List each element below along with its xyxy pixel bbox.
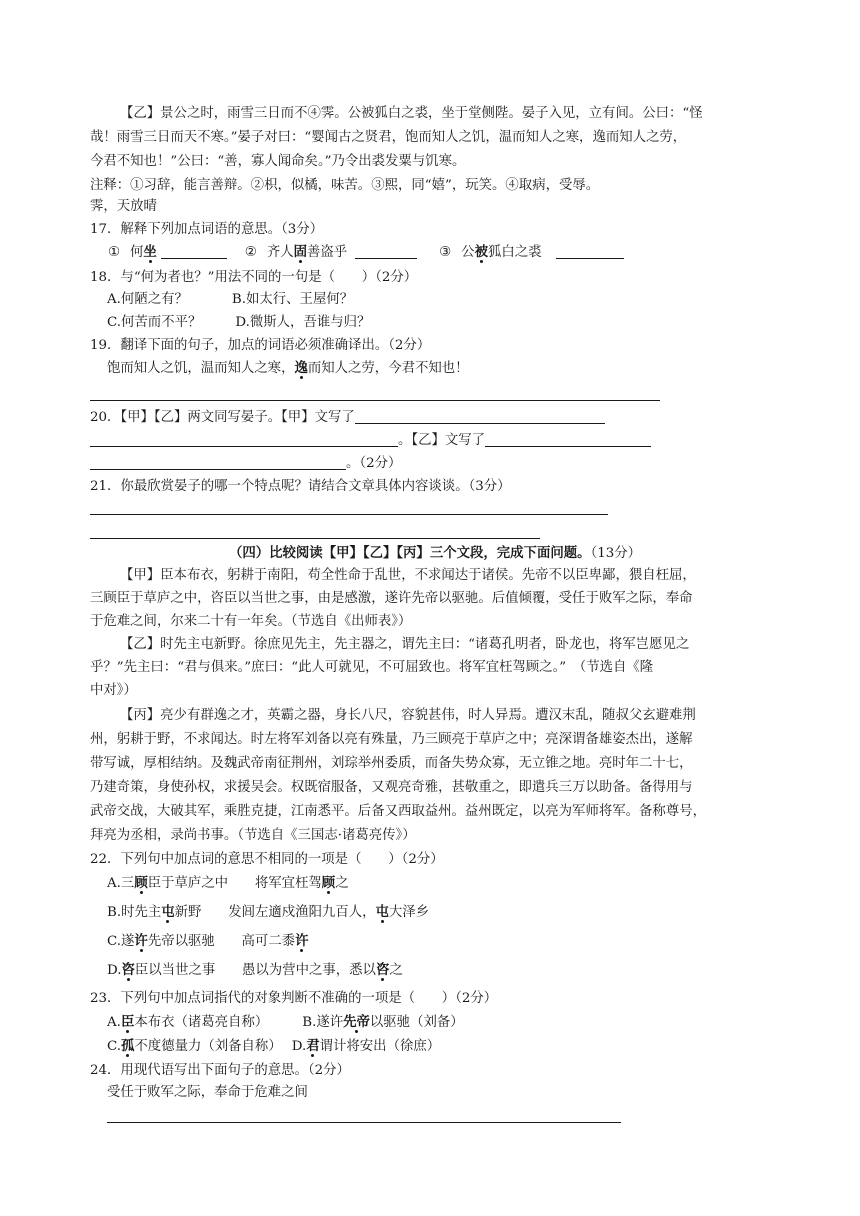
q23-d-post: 谓计将安出（徐庶） bbox=[319, 1039, 441, 1054]
q18-option-a[interactable]: A.何陋之有？ bbox=[107, 292, 188, 307]
yi2-passage-line-3: 中对》） bbox=[90, 683, 137, 698]
q22-b-post: 大泽乡 bbox=[388, 905, 430, 920]
annotation-line-2: 霁，天放晴 bbox=[90, 199, 157, 214]
q23-a-dotted: 臣 bbox=[120, 1014, 135, 1030]
q23-d-dotted: 君 bbox=[306, 1038, 320, 1054]
q23-c-pre: C. bbox=[107, 1039, 122, 1054]
q23-option-c[interactable] bbox=[107, 1039, 282, 1054]
question-17-stem: 17．解释下列加点词语的意思。（3分） bbox=[90, 222, 324, 237]
q17-answer-blank-1[interactable] bbox=[161, 243, 227, 259]
question-20-line-3 bbox=[90, 454, 780, 474]
q20-middle: 。【乙】文写了 bbox=[398, 433, 486, 448]
section-4-score: （13分） bbox=[590, 546, 642, 561]
q17-item-1-dotted-word: 坐 bbox=[143, 244, 157, 260]
q23-b-dotted: 先帝 bbox=[343, 1014, 370, 1030]
jia-passage-line-3: 于危难之间，尔来二十有一年矣。（节选自《出师表》） bbox=[90, 614, 412, 629]
q23-d-pre: D. bbox=[291, 1039, 307, 1054]
yi2-passage-line-2: 乎？”先主曰：“君与俱来。”庶曰：“此人可就见，不可屈致也。将军宜枉驾顾之。” （节选自《隆 bbox=[90, 660, 654, 675]
q21-answer-line-2[interactable] bbox=[90, 538, 540, 539]
q22-d-dotted-1: 咨 bbox=[121, 962, 135, 978]
q22-d-dotted-2: 咨 bbox=[375, 962, 390, 978]
yi2-passage-line-1: 【乙】时先主屯新野。徐庶见先主，先主器之，谓先主曰：“诸葛孔明者，卧龙也，将军岂愿见之 bbox=[120, 637, 690, 652]
question-20-line-1 bbox=[90, 408, 780, 428]
q20-jia-blank-1[interactable] bbox=[355, 408, 605, 424]
q23-b-post: 以驱驰（刘备） bbox=[369, 1015, 464, 1030]
question-17-items bbox=[108, 242, 798, 263]
q22-c-pre: C.遂 bbox=[107, 934, 135, 949]
q23-a-pre: A. bbox=[107, 1015, 121, 1030]
q23-c-dotted: 孤 bbox=[121, 1038, 135, 1054]
q24-answer-line[interactable] bbox=[107, 1122, 621, 1123]
bing-passage-line-6: 拜亮为丞相，录尚书事。（节选自《三国志·诸葛亮传》） bbox=[90, 828, 416, 843]
bing-passage-line-2: 州，躬耕于野，不求闻达。时左将军刘备以亮有殊量，乃三顾亮于草庐之中；亮深谓备雄姿杰出，遂解 bbox=[90, 732, 693, 747]
q22-b-pre: B.时先主 bbox=[107, 905, 162, 920]
q17-item-2-suffix: 善盗乎 bbox=[306, 245, 348, 260]
q22-b-mid: 新野 发闾左適戍渔阳九百人， bbox=[174, 905, 376, 920]
question-24-sentence: 受任于败军之际，奉命于危难之间 bbox=[107, 1085, 308, 1100]
q19-sentence-pre: 饱而知人之饥，温而知人之寒， bbox=[107, 361, 295, 376]
q22-b-dotted-1: 屯 bbox=[161, 904, 175, 920]
yi-passage-line-3: 今君不知也！”公曰：“善，寡人闻命矣。”乃令出裘发粟与饥寒。 bbox=[90, 154, 466, 169]
q17-item-2-prefix: 齐人 bbox=[266, 245, 294, 260]
bing-passage-line-5: 武帝交战，大破其军，乘胜克捷，江南悉平。后备又西取益州。益州既定，以亮为军师将军。备称尊号， bbox=[90, 804, 706, 819]
q22-d-post: 之 bbox=[389, 963, 403, 978]
q17-item-2-number: ② bbox=[244, 245, 257, 260]
jia-passage-line-2: 三顾臣于草庐之中，咨臣以当世之事，由是感激，遂许先帝以驱驰。后值倾覆，受任于败军之际，奉命 bbox=[90, 591, 693, 606]
q17-item-3-suffix: 狐白之裘 bbox=[487, 245, 542, 260]
q20-prefix: 20．【甲】【乙】两文同写晏子。【甲】文写了 bbox=[90, 410, 355, 425]
q23-option-d[interactable] bbox=[292, 1039, 440, 1054]
q18-option-c[interactable]: C.何苦而不平？ bbox=[107, 315, 202, 330]
q21-answer-line-1[interactable] bbox=[90, 514, 608, 515]
question-23-stem: 23．下列句中加点词指代的对象判断不准确的一项是（ ）（2分） bbox=[90, 991, 498, 1006]
q17-item-1-prefix: 何 bbox=[130, 245, 144, 260]
q22-c-mid: 先帝以驱驰 高可二黍 bbox=[147, 934, 296, 949]
yi-passage-line-2: 哉！雨雪三日而天不寒。”晏子对曰：“婴闻古之贤君，饱而知人之饥，温而知人之寒，逸而知人之劳， bbox=[90, 130, 687, 145]
bing-passage-line-4: 乃建奇策，身使孙权，求援吴会。权既宿服备，又观亮奇雅，甚敬重之，即遣兵三万以助备。备得用与 bbox=[90, 780, 693, 795]
q18-option-d[interactable]: D.微斯人，吾谁与归？ bbox=[235, 315, 371, 330]
q22-a-dotted-1: 顾 bbox=[134, 875, 148, 891]
q17-item-1-number: ① bbox=[108, 245, 121, 260]
section-4-title: （四）比较阅读【甲】【乙】【丙】三个文段，完成下面问题。 bbox=[228, 545, 591, 561]
q22-a-post: 之 bbox=[335, 876, 349, 891]
q22-a-pre: A.三 bbox=[107, 876, 135, 891]
q22-d-mid: 臣以当世之事 愚以为营中之事，悉以 bbox=[134, 963, 376, 978]
q23-option-b[interactable] bbox=[302, 1015, 463, 1030]
q20-jia-blank-2[interactable] bbox=[90, 431, 398, 447]
q23-a-post: 本布衣（诸葛亮自称） bbox=[134, 1015, 269, 1030]
question-19-stem: 19．翻译下面的句子，加点的词语必须准确译出。（2分） bbox=[90, 338, 431, 353]
q19-sentence-post: 而知人之劳，今君不知也！ bbox=[307, 361, 469, 376]
q20-yi-blank-2[interactable] bbox=[90, 454, 346, 470]
q19-dotted-word: 逸 bbox=[294, 360, 308, 376]
q22-c-dotted-2: 许 bbox=[295, 933, 309, 949]
question-23-row-1 bbox=[107, 1012, 780, 1033]
q22-option-a[interactable] bbox=[107, 873, 780, 894]
question-20-line-2 bbox=[90, 431, 780, 451]
section-4-heading bbox=[90, 543, 780, 564]
bing-passage-line-1: 【丙】亮少有群逸之才，英霸之器，身长八尺，容貌甚伟，时人异焉。遭汉末乱，随叔父玄避难荆 bbox=[120, 708, 696, 723]
q20-yi-blank-1[interactable] bbox=[485, 431, 651, 447]
q22-b-dotted-2: 屯 bbox=[375, 904, 389, 920]
q17-item-3-prefix: 公 bbox=[461, 245, 475, 260]
q17-answer-blank-2[interactable] bbox=[355, 243, 417, 259]
q22-c-dotted-1: 许 bbox=[134, 933, 148, 949]
question-18-row-2 bbox=[107, 313, 780, 333]
bing-passage-line-3: 带写诚，厚相结纳。及魏武帝南征荆州，刘琮举州委质，而备失势众寡，无立锥之地。亮时年二十七， bbox=[90, 756, 693, 771]
q17-item-3-dotted-word: 被 bbox=[474, 244, 488, 260]
q22-option-c[interactable] bbox=[107, 931, 780, 952]
q23-b-pre: B.遂许 bbox=[302, 1015, 344, 1030]
q22-a-mid: 臣于草庐之中 将军宜枉驾 bbox=[147, 876, 322, 891]
q22-option-b[interactable] bbox=[107, 902, 780, 923]
yi-passage-line-1: 【乙】景公之时，雨雪三日而不④霁。公被狐白之裘，坐于堂侧陛。晏子入见，立有间。公曰：“怪 bbox=[120, 106, 703, 121]
jia-passage-line-1: 【甲】臣本布衣，躬耕于南阳，苟全性命于乱世，不求闻达于诸侯。先帝不以臣卑鄙，猥自枉屈， bbox=[120, 568, 696, 583]
q23-option-a[interactable] bbox=[107, 1015, 268, 1030]
q20-end: 。（2分） bbox=[346, 456, 402, 471]
question-21-stem: 21．你最欣赏晏子的哪一个特点呢？请结合文章具体内容谈谈。（3分） bbox=[90, 479, 511, 494]
q23-c-post: 不度德量力（刘备自称） bbox=[134, 1039, 282, 1054]
question-18-stem: 18．与“何为者也？”用法不同的一句是（ ）（2分） bbox=[90, 270, 418, 285]
question-22-stem: 22．下列句中加点词的意思不相同的一项是（ ）（2分） bbox=[90, 852, 444, 867]
question-24-stem: 24．用现代语写出下面句子的意思。（2分） bbox=[90, 1063, 350, 1078]
q17-answer-blank-3[interactable] bbox=[556, 243, 624, 259]
question-23-row-2 bbox=[107, 1036, 780, 1057]
q22-d-pre: D. bbox=[107, 963, 122, 978]
question-19-sentence bbox=[107, 358, 780, 379]
q19-answer-line[interactable] bbox=[90, 400, 660, 401]
q17-item-2-dotted-word: 固 bbox=[293, 244, 307, 260]
annotation-line: 注释：①习辞，能言善辩。②枳，似橘，味苦。③熙，同“嬉”，玩笑。④取病，受辱。 bbox=[90, 178, 600, 193]
q17-item-3-number: ③ bbox=[439, 245, 452, 260]
q18-option-b[interactable]: B.如太行、王屋何？ bbox=[231, 292, 354, 307]
question-18-row-1 bbox=[107, 290, 780, 310]
q22-a-dotted-2: 顾 bbox=[321, 875, 336, 891]
q22-option-d[interactable] bbox=[107, 960, 780, 981]
